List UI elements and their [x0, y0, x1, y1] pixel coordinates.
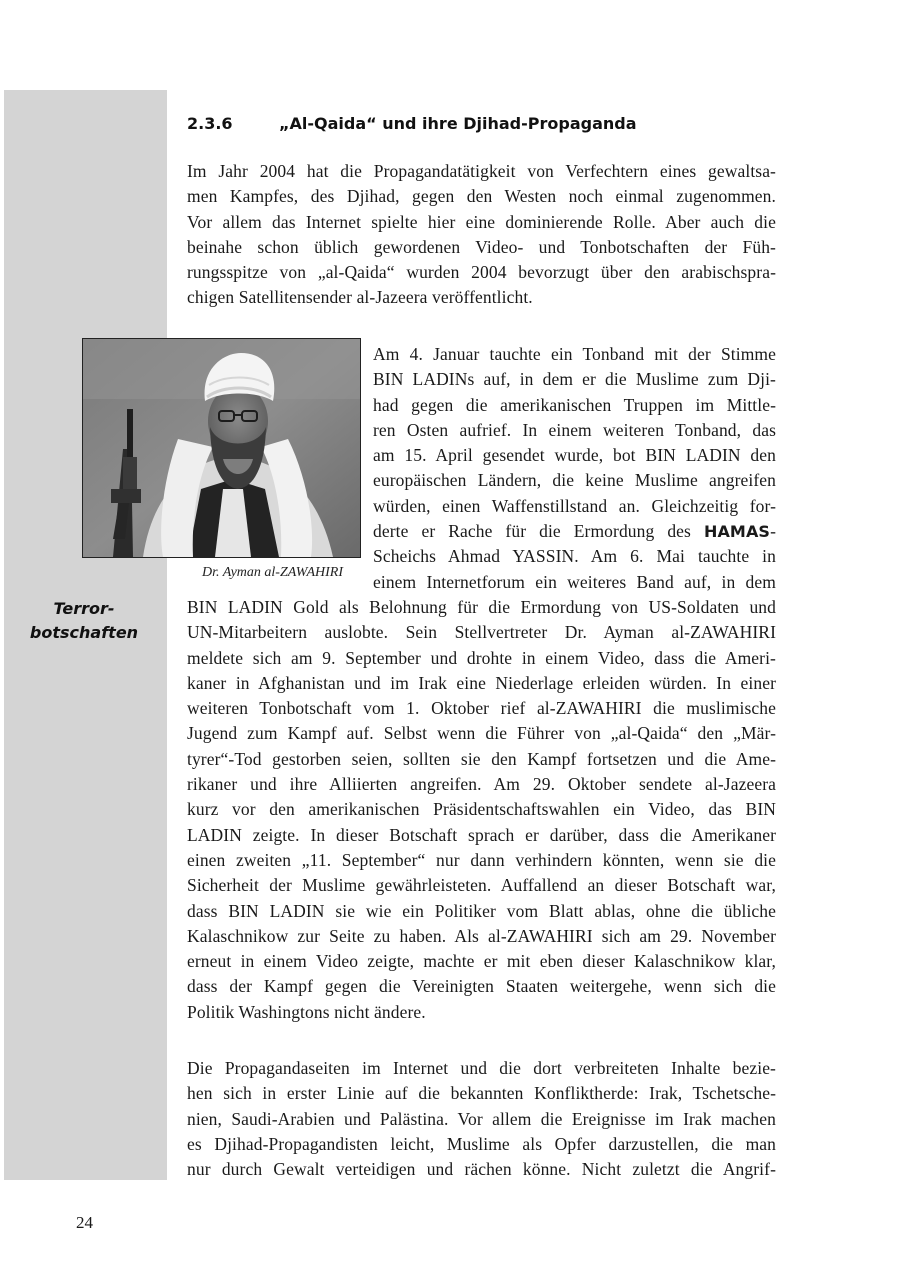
- text-line: rungsspitze von „al-Qaida“ wurden 2004 bevorzugt über den arabischspra-: [187, 262, 776, 283]
- text-line: men Kampfes, des Djihad, gegen den Westen noch einmal zugenommen.: [187, 186, 776, 207]
- text-line: kaner in Afghanistan und im Irak eine Niederlage erleiden würden. In einer: [187, 672, 776, 693]
- text-line: BIN LADIN Gold als Belohnung für die Ermordung von US-Soldaten und: [187, 597, 776, 617]
- text-line: Scheichs Ahmad YASSIN. Am 6. Mai tauchte in: [373, 546, 776, 567]
- text-line: rikaner und ihre Alliierten angreifen. Am 29. Oktober sendete al-Jazeera: [187, 774, 776, 795]
- section-number: 2.3.6: [187, 114, 233, 133]
- text-line: UN-Mitarbeitern auslobte. Sein Stellvertreter Dr. Ayman al-ZAWAHIRI: [187, 622, 776, 643]
- text-line: weiteren Tonbotschaft vom 1. Oktober rief al-ZAWAHIRI die muslimische: [187, 698, 776, 719]
- text-line: tyrer“-Tod gestorben seien, sollten sie den Kampf fortsetzen und die Ame-: [187, 748, 776, 769]
- text-line: einen zweiten „11. September“ nur dann verhindern könnten, wenn sie die: [187, 849, 776, 870]
- text-line: meldete sich am 9. September und drohte in einem Video, dass die Ameri-: [187, 647, 776, 668]
- text-line: es Djihad-Propagandisten leicht, Muslime als Opfer darzustellen, die man: [187, 1133, 776, 1154]
- text-line: ren Osten aufrief. In einem weiteren Tonband, das: [373, 419, 776, 440]
- text-fragment: derte er Rache für die Ermordung des: [373, 521, 691, 542]
- text-line: würden, einen Waffenstillstand an. Gleichzeitig for-: [373, 495, 776, 516]
- text-line: nien, Saudi-Arabien und Palästina. Vor allem die Ereignisse im Irak machen: [187, 1108, 776, 1129]
- hyphen: -: [770, 521, 776, 542]
- text-line: dass BIN LADIN sie wie ein Politiker vom Blatt ablas, ohne die übliche: [187, 900, 776, 921]
- text-line: beinahe schon üblich gewordenen Video- und Tonbotschaften der Füh-: [187, 236, 776, 257]
- text-line: kurz vor den amerikanischen Präsidentschaftswahlen ein Video, das BIN: [187, 799, 776, 820]
- section-title: „Al-Qaida“ und ihre Djihad-Propaganda: [279, 114, 637, 133]
- margin-note: [20, 597, 148, 645]
- text-line: hen sich in erster Linie auf die bekannten Konfliktherde: Irak, Tschetsche-: [187, 1083, 776, 1104]
- text-line: Jugend zum Kampf auf. Selbst wenn die Führer von „al-Qaida“ den „Mär-: [187, 723, 776, 744]
- text-line: Vor allem das Internet spielte hier eine dominierende Rolle. Aber auch die: [187, 211, 776, 232]
- text-line: had gegen die amerikanischen Truppen im Mittle-: [373, 394, 776, 415]
- photo-caption: Dr. Ayman al-ZAWAHIRI: [202, 565, 343, 580]
- paragraph-propaganda-sites: [187, 1056, 776, 1182]
- margin-note-line: botschaften: [29, 623, 139, 642]
- text-line: BIN LADINs auf, in dem er die Muslime zum Dji-: [373, 369, 776, 390]
- text-line: Am 4. Januar tauchte ein Tonband mit der Stimme: [373, 344, 776, 364]
- text-line: Sicherheit der Muslime gewährleisteten. Auffallend an dieser Botschaft war,: [187, 875, 776, 896]
- margin-note-line: Terror-: [53, 599, 115, 618]
- text-line: Im Jahr 2004 hat die Propagandatätigkeit von Verfechtern eines gewaltsa-: [187, 161, 776, 181]
- text-line: einem Internetforum ein weiteres Band auf, in dem: [373, 571, 776, 592]
- paragraph-main-wide: [187, 595, 776, 1025]
- section-heading: [187, 110, 787, 138]
- portrait-photo: [82, 338, 361, 558]
- text-line: europäischen Ländern, die keine Muslime angreifen: [373, 470, 776, 491]
- paragraph-main-narrow: [373, 342, 776, 595]
- text-line: nur durch Gewalt verteidigen und rächen könne. Nicht zuletzt die Angrif-: [187, 1159, 776, 1180]
- text-line-hamas: [373, 519, 776, 544]
- text-line: Politik Washingtons nicht ändere.: [187, 1001, 426, 1022]
- text-line: chigen Satellitensender al-Jazeera veröffentlicht.: [187, 287, 533, 308]
- text-line: LADIN zeigte. In dieser Botschaft sprach er darüber, dass die Amerikaner: [187, 824, 776, 845]
- paragraph-intro: [187, 159, 776, 311]
- hamas-term: HAMAS: [703, 522, 771, 542]
- text-line: dass der Kampf gegen die Vereinigten Staaten weitergehe, wenn sich die: [187, 976, 776, 997]
- text-line: am 15. April gesendet wurde, bot BIN LADIN den: [373, 445, 776, 466]
- text-line: Die Propagandaseiten im Internet und die dort verbreiteten Inhalte bezie-: [187, 1058, 776, 1078]
- text-line: Kalaschnikow zur Seite zu haben. Als al-ZAWAHIRI sich am 29. November: [187, 925, 776, 946]
- text-line: erneut in einem Video zeigte, machte er mit eben dieser Kalaschnikow klar,: [187, 951, 776, 972]
- page-number: 24: [76, 1213, 93, 1232]
